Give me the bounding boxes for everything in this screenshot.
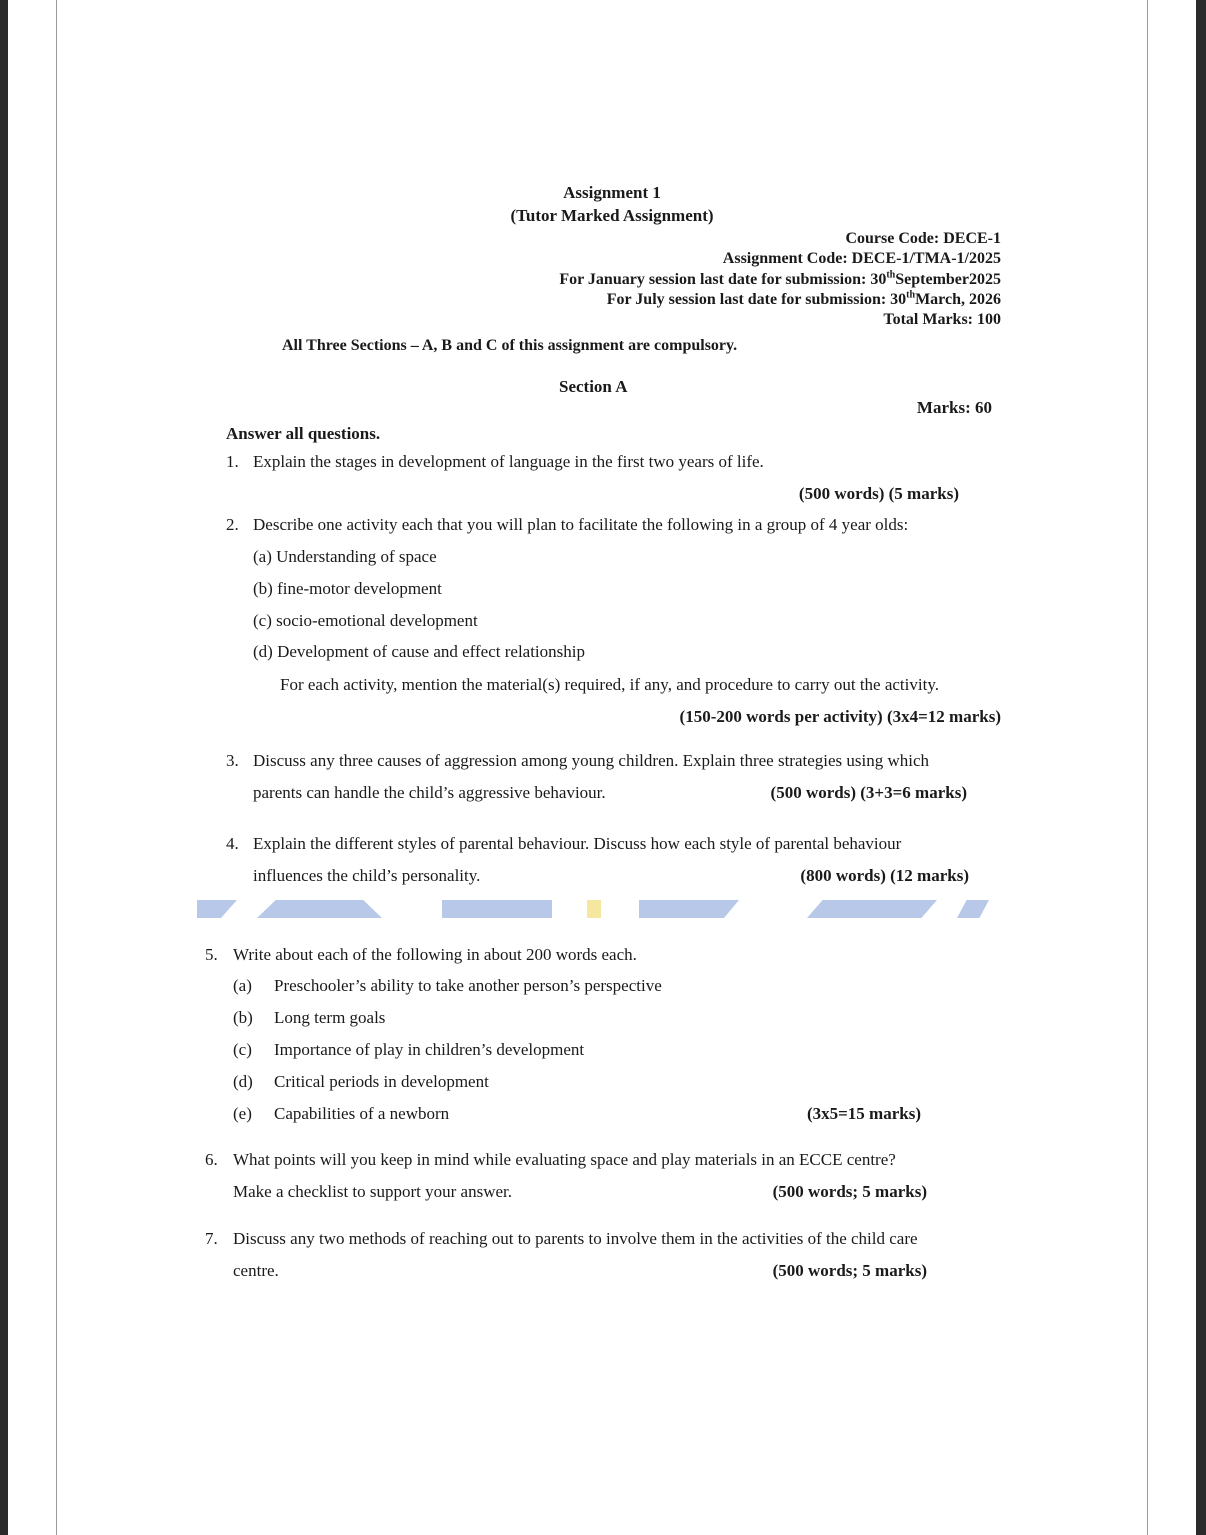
watermark-shape [957,900,989,918]
section-marks: Marks: 60 [916,398,992,417]
watermark-shape [639,900,739,918]
course-code: Course Code: DECE-1 [845,230,1001,247]
document-page [56,0,1148,1535]
question-2-part-d: (d) Development of cause and effect relationship [253,642,585,661]
question-6-line-1: What points will you keep in mind while evaluating space and play materials in an ECCE centre? [233,1150,896,1169]
question-5-item-label: (a) [233,976,252,995]
compulsory-instruction: All Three Sections – A, B and C of this assignment are compulsory. [282,337,738,354]
section-title: Section A [559,377,628,396]
question-4-line-2: influences the child’s personality. [253,866,481,885]
question-1-marks: (500 words) (5 marks) [798,484,959,503]
question-3-marks: (500 words) (3+3=6 marks) [770,783,967,802]
question-5-number: 5. [205,945,218,964]
question-6-number: 6. [205,1150,218,1169]
question-5-item-text: Preschooler’s ability to take another person’s perspective [274,976,662,995]
watermark-shape [807,900,937,918]
question-2-marks: (150-200 words per activity) (3x4=12 marks) [679,707,1001,726]
question-2-part-c: (c) socio-emotional development [253,611,478,630]
january-deadline: For January session last date for submission: 30thSeptember2025 [559,269,1001,288]
question-4-line-1: Explain the different styles of parental behaviour. Discuss how each style of parental behaviour [253,834,902,853]
question-5-item-text: Importance of play in children’s development [274,1040,585,1059]
question-6-line-2: Make a checklist to support your answer. [233,1182,513,1201]
question-4-marks: (800 words) (12 marks) [800,866,969,885]
answer-all-instruction: Answer all questions. [226,424,381,443]
question-7-line-2: centre. [233,1261,279,1280]
watermark-shape [442,900,552,918]
watermark-shape [197,900,237,918]
question-1-text: Explain the stages in development of language in the first two years of life. [253,452,764,471]
question-5-item-text: Critical periods in development [274,1072,489,1091]
question-5-marks: (3x5=15 marks) [806,1104,921,1123]
watermark-shape [587,900,601,918]
question-2-part-b: (b) fine-motor development [253,579,442,598]
question-2-note: For each activity, mention the material(s) required, if any, and procedure to carry out the activity. [280,675,939,694]
total-marks: Total Marks: 100 [883,311,1001,328]
question-7-number: 7. [205,1229,218,1248]
question-5-item-text: Long term goals [274,1008,386,1027]
watermark-shape [257,900,382,918]
assignment-title: Assignment 1 [563,183,661,202]
question-2-number: 2. [226,515,239,534]
question-3-line-2: parents can handle the child’s aggressive behaviour. [253,783,606,802]
viewer-left-edge [0,0,8,1535]
assignment-subtitle: (Tutor Marked Assignment) [510,206,714,225]
question-5-item-text: Capabilities of a newborn [274,1104,450,1123]
question-3-line-1: Discuss any three causes of aggression among young children. Explain three strategies using which [253,751,930,770]
question-1-number: 1. [226,452,239,471]
question-7-line-1: Discuss any two methods of reaching out to parents to involve them in the activities of the child care [233,1229,918,1248]
viewer-right-edge [1196,0,1206,1535]
question-5-item-label: (c) [233,1040,252,1059]
question-7-marks: (500 words; 5 marks) [772,1261,927,1280]
assignment-code: Assignment Code: DECE-1/TMA-1/2025 [722,250,1001,267]
question-2-text: Describe one activity each that you will plan to facilitate the following in a group of 4 year olds: [253,515,909,534]
question-5-item-label: (e) [233,1104,252,1123]
question-3-number: 3. [226,751,239,770]
question-4-number: 4. [226,834,239,853]
question-2-part-a: (a) Understanding of space [253,547,437,566]
question-6-marks: (500 words; 5 marks) [772,1182,927,1201]
july-deadline: For July session last date for submission: 30thMarch, 2026 [606,289,1001,308]
question-5-text: Write about each of the following in about 200 words each. [233,945,637,964]
question-5-item-label: (d) [233,1072,253,1091]
question-5-item-label: (b) [233,1008,253,1027]
